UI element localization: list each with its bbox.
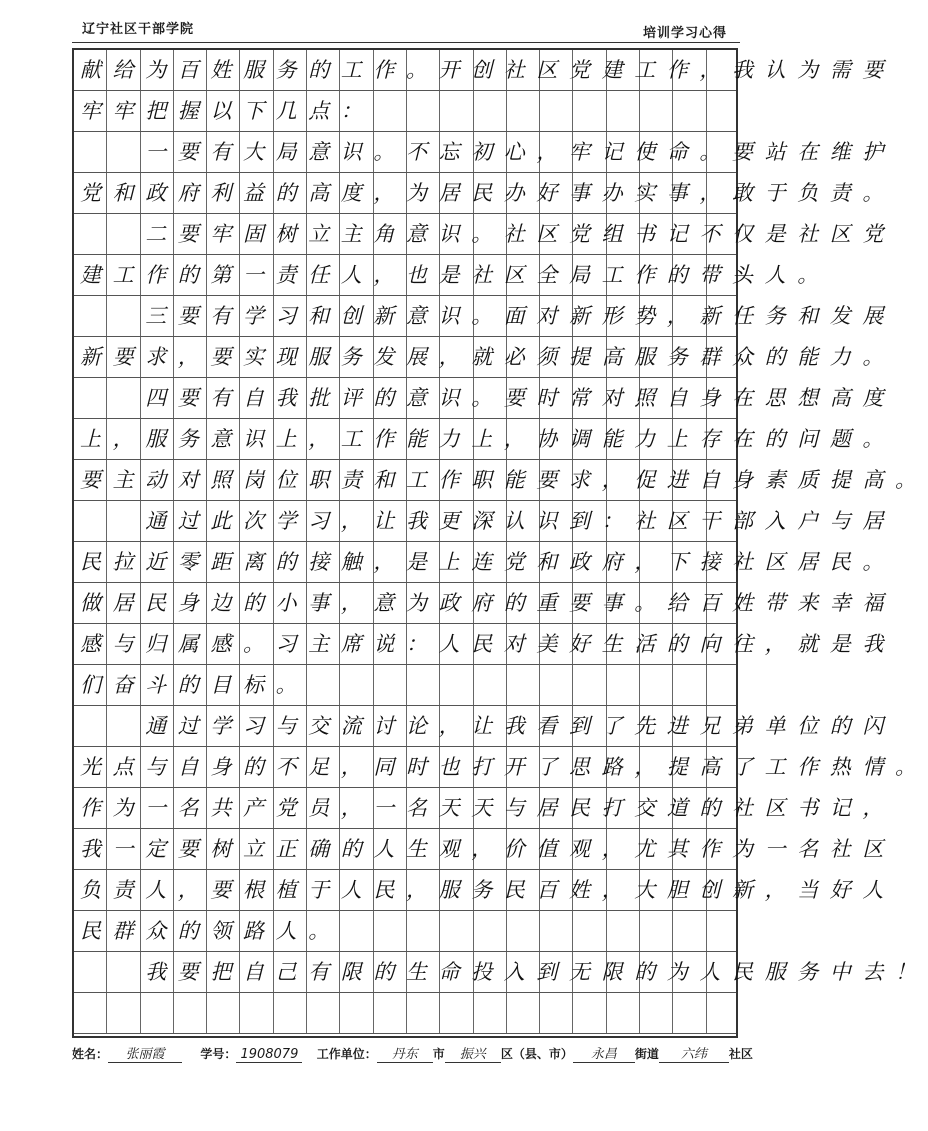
grid-cell-divider	[407, 993, 440, 1033]
grid-cell-divider	[574, 993, 607, 1033]
handwritten-line: 我一定要树立正确的人生观，价值观，尤其作为一名社区	[80, 837, 895, 861]
grid-row	[74, 542, 895, 583]
community-field[interactable]: 六纬	[659, 1043, 729, 1063]
grid-cell-divider	[673, 993, 706, 1033]
handwritten-line: 做居民身边的小事，意为政府的重要事。给百姓带来幸福	[80, 591, 895, 615]
handwritten-line: 负责人，要根植于人民，服务民百姓，大胆创新，当好人	[80, 878, 895, 902]
street-field[interactable]: 永昌	[573, 1043, 635, 1063]
document-title: 培训学习心得	[642, 26, 727, 41]
handwritten-line: 们奋斗的目标。	[80, 673, 309, 697]
grid-row	[74, 829, 895, 870]
student-id-label: 学号：	[200, 1047, 237, 1061]
grid-row	[74, 911, 736, 952]
handwritten-line: 民群众的领路人。	[80, 919, 341, 943]
grid-row	[74, 952, 928, 993]
college-title: 辽宁社区干部学院	[82, 22, 195, 37]
grid-row	[74, 665, 736, 706]
grid-row	[74, 296, 895, 337]
grid-cell-divider	[440, 993, 473, 1033]
grid-cell-divider	[540, 993, 573, 1033]
grid-row	[74, 501, 895, 542]
grid-row	[74, 173, 895, 214]
grid-cell-divider	[174, 993, 207, 1033]
grid-row	[74, 993, 736, 1034]
grid-row	[74, 460, 928, 501]
grid-row	[74, 378, 895, 419]
handwritten-line: 牢牢把握以下几点：	[80, 99, 374, 123]
grid-cell-divider	[141, 993, 174, 1033]
handwritten-line: 新要求，要实现服务发展，就必须提高服务群众的能力。	[80, 345, 895, 369]
city-label: 市	[432, 1047, 445, 1061]
grid-cell-divider	[607, 993, 640, 1033]
grid-cell-divider	[207, 993, 240, 1033]
handwritten-line: 通过此次学习，让我更深认识到：社区干部入户与居	[80, 509, 895, 533]
grid-cell-divider	[474, 993, 507, 1033]
district-label: 区（县、市）	[500, 1047, 573, 1061]
grid-row	[74, 624, 895, 665]
handwritten-line: 献给为百姓服务的工作。开创社区党建工作，我认为需要	[80, 58, 895, 82]
district-field[interactable]: 振兴	[445, 1043, 501, 1063]
grid-row	[74, 870, 895, 911]
handwritten-line: 我要把自己有限的生命投入到无限的为人民服务中去！	[80, 960, 928, 984]
handwritten-line: 通过学习与交流讨论，让我看到了先进兄弟单位的闪	[80, 714, 895, 738]
grid-cell-divider	[274, 993, 307, 1033]
grid-row	[74, 337, 895, 378]
grid-row	[74, 419, 895, 460]
grid-row	[74, 255, 830, 296]
handwritten-line: 党和政府利益的高度，为居民办好事办实事，敢于负责。	[80, 181, 895, 205]
footer-info	[72, 1043, 752, 1063]
grid-cell-divider	[340, 993, 373, 1033]
student-id-field[interactable]: 1908079	[236, 1047, 302, 1063]
header-divider	[72, 42, 740, 43]
grid-row	[74, 788, 895, 829]
grid-row	[74, 91, 736, 132]
handwritten-line: 一要有大局意识。不忘初心，牢记使命。要站在维护	[80, 140, 895, 164]
name-field[interactable]: 张丽霞	[108, 1043, 182, 1063]
grid-cell-divider	[374, 993, 407, 1033]
grid-cell-divider	[507, 993, 540, 1033]
grid-row	[74, 747, 928, 788]
work-unit-label: 工作单位：	[316, 1047, 377, 1061]
grid-row	[74, 50, 895, 91]
handwritten-line: 感与归属感。习主席说：人民对美好生活的向往，就是我	[80, 632, 895, 656]
handwritten-line: 作为一名共产党员，一名天天与居民打交道的社区书记，	[80, 796, 895, 820]
street-label: 街道	[634, 1047, 659, 1061]
grid-cell-divider	[74, 993, 107, 1033]
grid-cell-divider	[640, 993, 673, 1033]
city-field[interactable]: 丹东	[377, 1043, 433, 1063]
handwritten-line: 民拉近零距离的接触，是上连党和政府，下接社区居民。	[80, 550, 895, 574]
grid-row	[74, 706, 895, 747]
handwritten-line: 三要有学习和创新意识。面对新形势，新任务和发展	[80, 304, 895, 328]
handwritten-line: 上，服务意识上，工作能力上，协调能力上存在的问题。	[80, 427, 895, 451]
writing-grid	[72, 48, 928, 1038]
grid-cell-divider	[241, 993, 274, 1033]
grid-cell-divider	[107, 993, 140, 1033]
grid-row	[74, 214, 895, 255]
name-label: 姓名：	[72, 1047, 109, 1061]
grid-cell-divider	[307, 993, 340, 1033]
grid-row	[74, 132, 895, 173]
handwritten-line: 光点与自身的不足，同时也打开了思路，提高了工作热情。	[80, 755, 928, 779]
grid-row	[74, 583, 895, 624]
handwritten-line: 四要有自我批评的意识。要时常对照自身在思想高度	[80, 386, 895, 410]
handwritten-line: 要主动对照岗位职责和工作职能要求，促进自身素质提高。	[80, 468, 928, 492]
handwritten-line: 建工作的第一责任人，也是社区全局工作的带头人。	[80, 263, 830, 287]
handwritten-line: 二要牢固树立主角意识。社区党组书记不仅是社区党	[80, 222, 895, 246]
community-label: 社区	[728, 1047, 753, 1061]
